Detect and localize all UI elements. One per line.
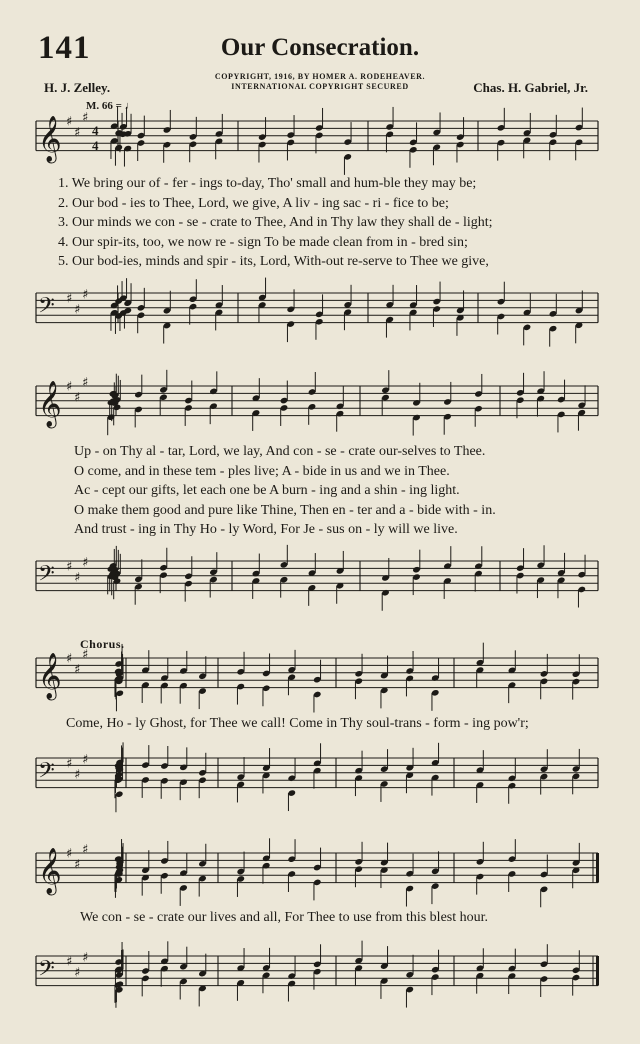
- tempo-marking: M. 66 = ♩: [86, 100, 136, 112]
- svg-text:♯: ♯: [66, 379, 73, 395]
- verses-second-phrase: [74, 442, 496, 540]
- treble-staff-system-3: [0, 647, 640, 702]
- verse-5-line-2: And trust - ing in Thy Ho - ly Word, For Je - sus on - ly will we live.: [74, 522, 458, 538]
- svg-text:♯: ♯: [82, 752, 89, 768]
- svg-text:♯: ♯: [74, 390, 81, 406]
- svg-text:♯: ♯: [66, 651, 73, 667]
- verse-4-line-2: O make them good and pure like Thine, Then en - ter and a - bide with - in.: [74, 502, 496, 518]
- verse-5-line-1: 5. Our bod-ies, minds and spir - its, Lord, With-out re-serve to Thee we give,: [58, 254, 489, 270]
- copyright-line-1: COPYRIGHT, 1916, BY HOMER A. RODEHEAVER.: [214, 72, 426, 81]
- svg-text:𝄞: 𝄞: [38, 116, 62, 163]
- verse-1-line-2: Up - on Thy al - tar, Lord, we lay, And con - se - crate our-selves to Thee.: [74, 444, 486, 459]
- chorus-line-1: Come, Ho - ly Ghost, for Thee we call! Come in Thy soul-trans - form - ing pow'r;: [66, 716, 529, 731]
- svg-text:♯: ♯: [66, 954, 73, 970]
- author-credit: H. J. Zelley.: [44, 80, 111, 95]
- svg-text:4: 4: [92, 137, 99, 153]
- bass-staff-system-4: [0, 948, 640, 998]
- verse-2-line-1: 2. Our bod - ies to Thee, Lord, we give, A liv - ing sac - ri - fice to be;: [58, 195, 449, 211]
- bass-staff-system-2: [0, 553, 640, 603]
- bass-staff-system-3: [0, 750, 640, 800]
- svg-text:♯: ♯: [74, 662, 81, 678]
- svg-text:♯: ♯: [82, 842, 89, 858]
- svg-text:4: 4: [92, 123, 99, 139]
- svg-text:♯: ♯: [66, 291, 73, 307]
- svg-text:𝄞: 𝄞: [38, 653, 62, 700]
- hymn-number: 141: [38, 30, 91, 66]
- svg-text:♯: ♯: [74, 857, 81, 873]
- bass-staff-system-1: [0, 285, 640, 335]
- svg-text:♯: ♯: [66, 114, 73, 130]
- svg-text:♯: ♯: [66, 846, 73, 862]
- svg-text:𝄞: 𝄞: [38, 848, 62, 895]
- svg-text:♯: ♯: [82, 555, 89, 571]
- svg-text:♯: ♯: [74, 302, 81, 318]
- svg-text:♯: ♯: [74, 125, 81, 141]
- svg-text:𝄢: 𝄢: [38, 956, 55, 987]
- verse-1-line-1: 1. We bring our of - fer - ings to-day, Tho' small and hum-ble they may be;: [58, 176, 477, 191]
- svg-text:♯: ♯: [82, 375, 89, 391]
- treble-staff-system-1: [0, 110, 640, 165]
- verse-4-line-1: 4. Our spir-its, too, we now re - sign To be made clean from in - bred sin;: [58, 234, 468, 250]
- treble-staff-system-4: [0, 842, 640, 897]
- verse-3-line-1: 3. Our minds we con - se - crate to Thee, And in Thy law they shall de - light;: [58, 215, 493, 231]
- svg-text:𝄢: 𝄢: [38, 561, 55, 592]
- copyright-line-2: INTERNATIONAL COPYRIGHT SECURED: [231, 82, 409, 91]
- svg-text:♯: ♯: [74, 965, 81, 981]
- svg-text:𝄞: 𝄞: [38, 381, 62, 428]
- verse-3-line-2: Ac - cept our gifts, let each one be A burn - ing and a shin - ing light.: [74, 483, 460, 499]
- verses-first-phrase: [58, 174, 493, 272]
- verse-2-line-2: O come, and in these tem - ples live; A - bide in us and we in Thee.: [74, 463, 450, 479]
- svg-text:♯: ♯: [82, 287, 89, 303]
- svg-text:𝄢: 𝄢: [38, 758, 55, 789]
- svg-text:♯: ♯: [74, 570, 81, 586]
- svg-text:♯: ♯: [82, 950, 89, 966]
- svg-text:♯: ♯: [66, 559, 73, 575]
- hymn-title: Our Consecration.: [220, 34, 420, 61]
- composer-credit: Chas. H. Gabriel, Jr.: [473, 80, 588, 95]
- svg-text:𝄢: 𝄢: [38, 293, 55, 324]
- chorus-line-2: We con - se - crate our lives and all, For Thee to use from this blest hour.: [80, 910, 489, 925]
- treble-staff-system-2: [0, 375, 640, 430]
- chorus-label: Chorus.: [80, 637, 125, 651]
- svg-text:♯: ♯: [74, 767, 81, 783]
- svg-text:♯: ♯: [82, 110, 89, 126]
- svg-text:♯: ♯: [82, 647, 89, 663]
- svg-text:♯: ♯: [66, 756, 73, 772]
